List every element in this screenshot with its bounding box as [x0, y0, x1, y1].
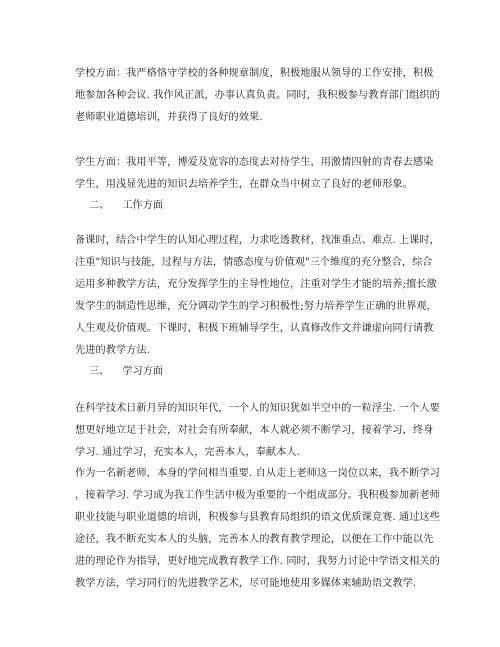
heading-title: 学习方面 — [122, 366, 164, 377]
paragraph-school — [75, 63, 440, 129]
text-line: 学生方面：我用平等，博爱及宽容的态度去对待学生，用激情四射的青春去感染 — [75, 157, 434, 168]
text-line: 发学生的制造性思维，充分调动学生的学习积极性;努力培养学生正确的世界观， — [75, 301, 437, 312]
heading-number: 三、 — [89, 366, 110, 377]
section-heading-study — [89, 361, 163, 383]
paragraph-study — [75, 398, 440, 464]
text-line: 职业技能与职业道德的培训，积极参与县教育局组织的语文优质课竞赛. 通过这些 — [75, 512, 440, 523]
text-line: 地参加各种会议. 我作风正派，办事认真负责。同时，我积极参与教育部门组织的 — [75, 90, 440, 101]
text-line: 学校方面：我严格恪守学校的各种规章制度，积极地服从领导的工作安排，积极 — [75, 68, 434, 79]
text-line: 作为一名新老师，本身的学问相当重要. 自从走上老师这一岗位以来，我不断学习 — [75, 468, 440, 479]
text-line: 学生，用浅显先进的知识去培养学生，在群众当中树立了良好的老师形象。 — [75, 179, 413, 190]
paragraph-work — [75, 230, 440, 362]
heading-number: 二、 — [89, 200, 110, 211]
text-line: 老师职业道德培训，并获得了良好的效果. — [75, 112, 263, 123]
paragraph-new-teacher — [75, 463, 440, 595]
text-line: 学习. 通过学习，充实本人，完善本人，奉献本人. — [75, 447, 300, 458]
text-line: 注重"知识与技能，过程与方法，情感态度与价值观"三个维度的充分整合，综合 — [75, 257, 433, 268]
section-heading-work — [89, 195, 163, 217]
heading-title: 工作方面 — [122, 200, 164, 211]
text-line: ，接着学习. 学习成为我工作生活中极为重要的一个组成部分。我积极参加新老师 — [75, 490, 440, 501]
text-line: 进的理论作为指导，更好地完成教育教学工作. 同时，我努力讨论中学语文相关的 — [75, 556, 440, 567]
text-line: 想更好地立足于社会，对社会有所奉献，本人就必须不断学习，接着学习，终身 — [75, 425, 434, 436]
text-line: 在科学技术日新月异的知识年代，一个人的知识犹如半空中的一粒浮尘. 一个人要 — [75, 403, 440, 414]
paragraph-students — [75, 152, 434, 196]
text-line: 教学方法，学习同行的先进教学艺术，尽可能地使用多媒体来辅助语文教学. — [75, 578, 417, 589]
text-line: 运用多种教学方法，充分发挥学生的主导性地位，注重对学生才能的培养;擅长激 — [75, 279, 437, 290]
text-line: 途径，我不断充实本人的头脑，完善本人的教育教学理论，以便在工作中能以先 — [75, 534, 434, 545]
text-line: 备课时，结合中学生的认知心理过程，力求吃透教材，找准重点、难点. 上课时， — [75, 235, 440, 246]
text-line: 人生观及价值观。下课时，积极下班辅导学生，认真修改作文并谦虚向同行请教 — [75, 323, 434, 334]
text-line: 先进的教学方法. — [75, 345, 150, 356]
